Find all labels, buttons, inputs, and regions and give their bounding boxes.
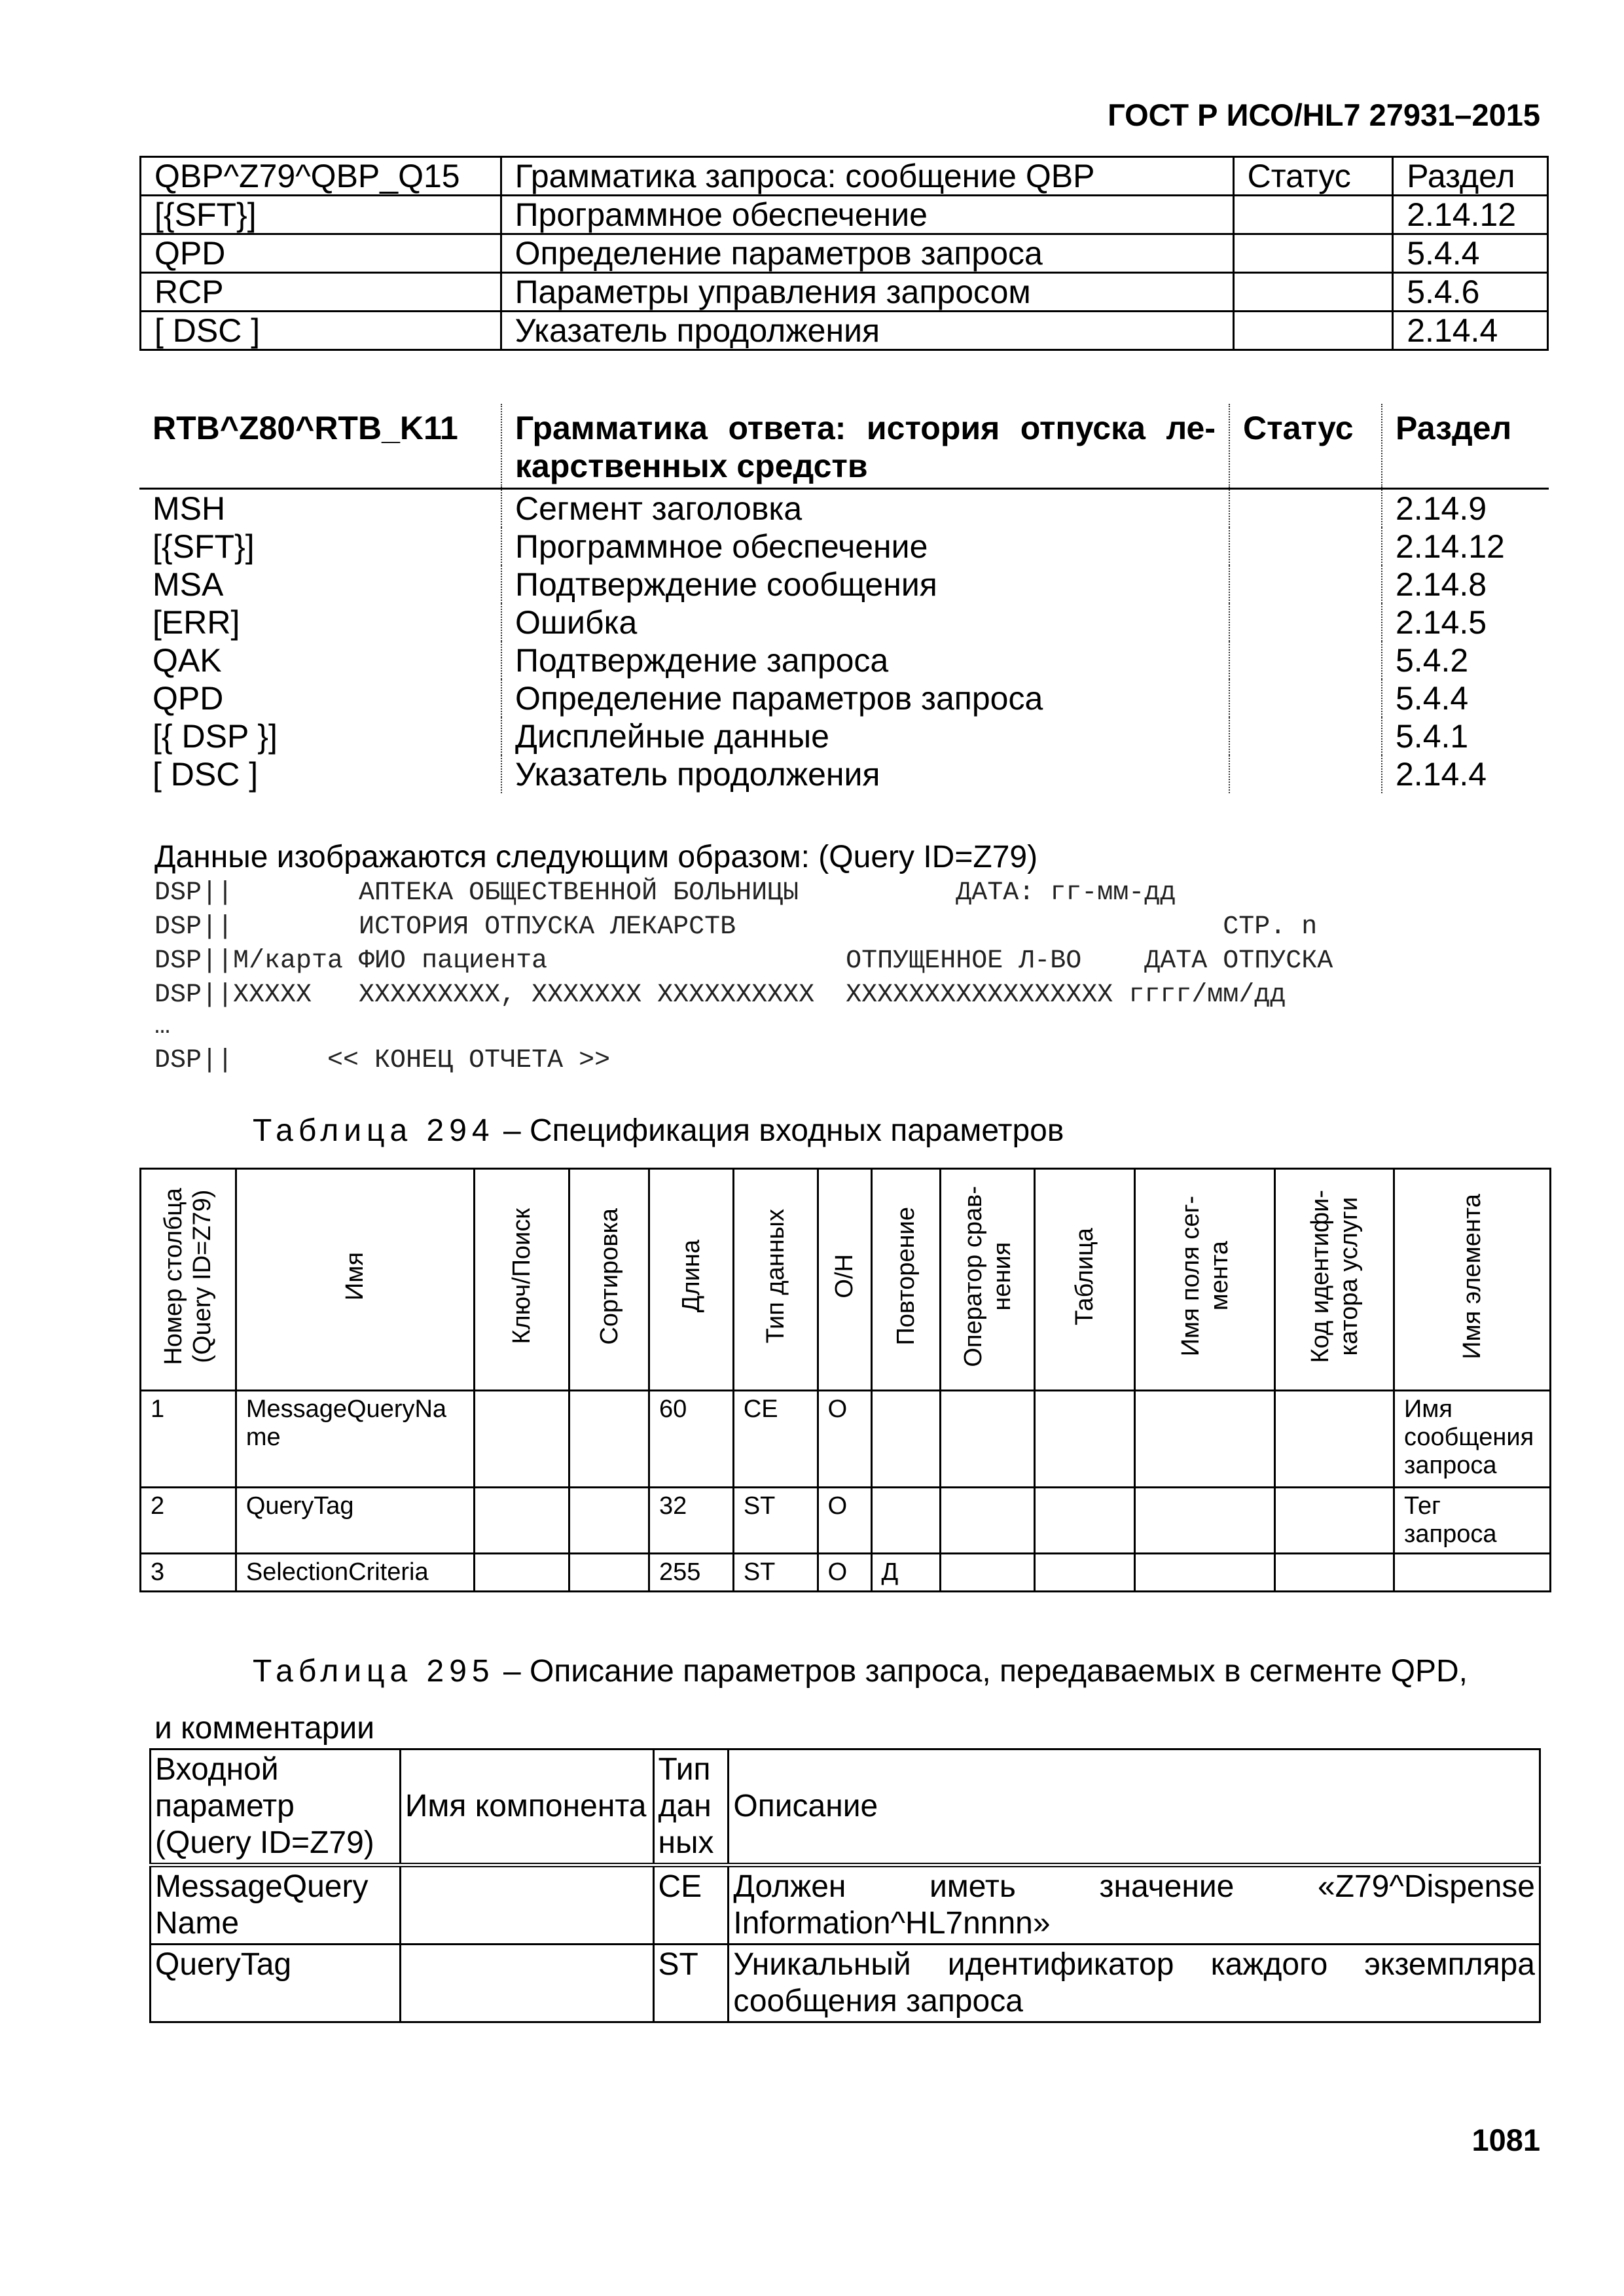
column-label: О/Н <box>831 1254 859 1299</box>
cell <box>1134 1391 1275 1488</box>
parameter-cell: MessageQuery Name <box>151 1865 401 1945</box>
cell <box>474 1554 569 1592</box>
section-cell: 5.4.2 <box>1382 641 1549 679</box>
description-cell: Программное обеспечение <box>501 196 1233 234</box>
cell: Имя сообщения запроса <box>1394 1391 1550 1488</box>
cell <box>1275 1391 1394 1488</box>
cell <box>474 1391 569 1488</box>
segment-cell: [ DSC ] <box>153 756 259 793</box>
section-cell: 2.14.9 <box>1382 489 1549 528</box>
column-label: Код идентифи- катора услуги <box>1306 1189 1363 1363</box>
cell <box>569 1488 649 1554</box>
section-cell: 2.14.12 <box>1382 528 1549 565</box>
caption-text: – Спецификация входных параметров <box>494 1113 1064 1148</box>
cell <box>941 1391 1035 1488</box>
header-cell <box>1035 1169 1135 1391</box>
cell: 255 <box>649 1554 733 1592</box>
header-cell: RTB^Z80^RTB_K11 <box>139 404 501 489</box>
status-cell <box>1229 641 1382 679</box>
cell: CE <box>733 1391 818 1488</box>
header-cell <box>501 404 1229 489</box>
cell <box>1275 1488 1394 1554</box>
caption-label: Таблица 294 <box>253 1113 495 1148</box>
column-label: Оператор срав- нения <box>959 1185 1016 1367</box>
cell <box>1035 1488 1135 1554</box>
display-line: DSP||XXXXX XXXXXXXXX, XXXXXXX XXXXXXXXXX XXXXXXXXXXXXXXXXX гггг/мм/дд <box>154 980 1286 1010</box>
input-parameters-spec-table <box>139 1168 1551 1592</box>
cell: 1 <box>141 1391 236 1488</box>
table-row <box>139 717 1549 755</box>
table-row <box>141 196 1548 234</box>
header-cell <box>569 1169 649 1391</box>
column-label: Таблица <box>1070 1227 1098 1325</box>
status-cell <box>1233 273 1393 312</box>
table-row <box>139 641 1549 679</box>
header-cell: Входной параметр (Query ID=Z79) <box>151 1749 401 1865</box>
section-cell: 5.4.1 <box>1382 717 1549 755</box>
header-cell <box>141 1169 236 1391</box>
display-ellipsis: … <box>154 1012 171 1041</box>
status-cell <box>1229 489 1382 528</box>
table-row <box>141 1554 1551 1592</box>
column-label: Тип данных <box>761 1209 789 1344</box>
status-cell <box>1233 312 1393 350</box>
table-row <box>139 565 1549 603</box>
header-cell: Описание <box>729 1749 1540 1865</box>
segment-cell: QPD <box>153 680 224 717</box>
header-line: карственных средств <box>515 448 868 484</box>
header-cell <box>818 1169 871 1391</box>
description-cell: Определение параметров запроса <box>501 679 1229 717</box>
cell <box>1035 1391 1135 1488</box>
table-295-caption-continuation: и комментарии <box>154 1711 375 1746</box>
status-cell <box>1229 717 1382 755</box>
description-cell: Подтверждение сообщения <box>501 565 1229 603</box>
segment-cell: [{SFT}] <box>141 196 501 234</box>
status-cell <box>1229 603 1382 641</box>
section-cell: 5.4.4 <box>1393 234 1548 273</box>
column-label: Повторение <box>892 1207 920 1346</box>
cell: 32 <box>649 1488 733 1554</box>
cell <box>871 1488 941 1554</box>
cell: 2 <box>141 1488 236 1554</box>
table-295-caption <box>253 1653 1468 1689</box>
display-intro-text: Данные изображаются следующим образом: (Query ID=Z79) <box>154 840 1038 874</box>
column-label: Длина <box>677 1240 705 1313</box>
datatype-cell: CE <box>653 1865 729 1945</box>
segment-cell: RCP <box>141 273 501 312</box>
page-number: 1081 <box>1471 2123 1540 2157</box>
component-cell <box>400 1945 653 2022</box>
display-line: DSP|| << КОНЕЦ ОТЧЕТА >> <box>154 1046 611 1075</box>
column-label: Имя поля сег- мента <box>1176 1196 1233 1357</box>
table-row <box>139 528 1549 565</box>
cell <box>474 1488 569 1554</box>
description-cell: Указатель продолжения <box>501 755 1229 793</box>
table-header-row <box>141 157 1548 196</box>
segment-cell: MSA <box>153 566 224 603</box>
header-cell <box>871 1169 941 1391</box>
qbp-grammar-table <box>139 156 1549 351</box>
segment-cell: MSH <box>153 490 226 527</box>
description-cell: Сегмент заголовка <box>501 489 1229 528</box>
segment-cell: [ DSC ] <box>141 312 501 350</box>
table-row <box>151 1945 1540 2022</box>
description-cell: Дисплейные данные <box>501 717 1229 755</box>
table-row <box>141 312 1548 350</box>
table-header-row <box>141 1169 1551 1391</box>
qpd-parameters-description-table <box>149 1748 1541 2023</box>
header-cell: Раздел <box>1393 157 1548 196</box>
table-header-row <box>151 1749 1540 1865</box>
cell <box>1275 1554 1394 1592</box>
segment-cell: QPD <box>141 234 501 273</box>
section-cell: 5.4.4 <box>1382 679 1549 717</box>
status-cell <box>1233 234 1393 273</box>
status-cell <box>1229 679 1382 717</box>
header-cell <box>236 1169 474 1391</box>
section-cell: 2.14.8 <box>1382 565 1549 603</box>
status-cell <box>1229 755 1382 793</box>
header-cell: Статус <box>1233 157 1393 196</box>
cell <box>941 1554 1035 1592</box>
cell: O <box>818 1488 871 1554</box>
status-cell <box>1229 528 1382 565</box>
header-cell: Статус <box>1229 404 1382 489</box>
cell <box>569 1391 649 1488</box>
table-row <box>141 1391 1551 1488</box>
cell <box>871 1391 941 1488</box>
rtb-grammar-table <box>139 404 1549 793</box>
header-line: Грамматика ответа: история отпуска ле- <box>515 410 1216 446</box>
segment-cell: [ERR] <box>153 604 240 641</box>
header-cell: Тип данных <box>653 1749 729 1865</box>
header-cell: Имя компонента <box>400 1749 653 1865</box>
description-cell: Подтверждение запроса <box>501 641 1229 679</box>
header-cell <box>733 1169 818 1391</box>
description-cell: Параметры управления запросом <box>501 273 1233 312</box>
table-row <box>139 489 1549 528</box>
table-row <box>139 603 1549 641</box>
section-cell: 2.14.4 <box>1393 312 1548 350</box>
display-line: DSP||М/карта ФИО пациента ОТПУЩЕННОЕ Л-ВО ДАТА ОТПУСКА <box>154 946 1333 976</box>
datatype-cell: ST <box>653 1945 729 2022</box>
cell <box>1394 1554 1550 1592</box>
document-standard-header: ГОСТ Р ИСО/HL7 27931–2015 <box>1108 98 1540 132</box>
caption-text: – Описание параметров запроса, передаваемых в сегменте QPD, <box>494 1654 1468 1689</box>
section-cell: 2.14.12 <box>1393 196 1548 234</box>
table-header-row <box>139 404 1549 489</box>
cell <box>941 1488 1035 1554</box>
table-row <box>139 679 1549 717</box>
cell: 60 <box>649 1391 733 1488</box>
segment-cell: [{SFT}] <box>153 528 255 565</box>
segment-cell: [{ DSP }] <box>153 718 278 755</box>
status-cell <box>1229 565 1382 603</box>
header-cell <box>1394 1169 1550 1391</box>
header-cell <box>474 1169 569 1391</box>
table-row <box>141 273 1548 312</box>
cell: 3 <box>141 1554 236 1592</box>
segment-cell: QAK <box>153 642 222 679</box>
header-cell: Раздел <box>1382 404 1549 489</box>
description-cell: Ошибка <box>501 603 1229 641</box>
cell: O <box>818 1554 871 1592</box>
table-row <box>141 1488 1551 1554</box>
description-cell: Уникальный идентификатор каждого экземпляра сообщения запроса <box>729 1945 1540 2022</box>
cell: O <box>818 1391 871 1488</box>
header-cell <box>941 1169 1035 1391</box>
cell <box>1035 1554 1135 1592</box>
cell <box>1134 1488 1275 1554</box>
caption-label: Таблица 295 <box>253 1654 495 1689</box>
cell: ST <box>733 1488 818 1554</box>
column-label: Ключ/Поиск <box>507 1208 535 1344</box>
component-cell <box>400 1865 653 1945</box>
section-cell: 5.4.6 <box>1393 273 1548 312</box>
table-row <box>139 755 1549 793</box>
cell: Тег запроса <box>1394 1488 1550 1554</box>
section-cell: 2.14.5 <box>1382 603 1549 641</box>
description-cell: Должен иметь значение «Z79^Dispense Information^HL7nnnn» <box>729 1865 1540 1945</box>
cell: QueryTag <box>236 1488 474 1554</box>
column-label: Имя элемента <box>1458 1193 1486 1359</box>
cell <box>569 1554 649 1592</box>
description-cell: Программное обеспечение <box>501 528 1229 565</box>
description-cell: Определение параметров запроса <box>501 234 1233 273</box>
column-label: Сортировка <box>595 1208 623 1345</box>
header-cell: QBP^Z79^QBP_Q15 <box>141 157 501 196</box>
section-cell: 2.14.4 <box>1382 755 1549 793</box>
parameter-cell: QueryTag <box>151 1945 401 2022</box>
table-row <box>141 234 1548 273</box>
column-label: Номер столбца (Query ID=Z79) <box>160 1187 217 1365</box>
cell: Д <box>871 1554 941 1592</box>
header-cell <box>1134 1169 1275 1391</box>
cell: SelectionCriteria <box>236 1554 474 1592</box>
header-cell: Грамматика запроса: сообщение QBP <box>501 157 1233 196</box>
display-line: DSP|| ИСТОРИЯ ОТПУСКА ЛЕКАРСТВ СТР. n <box>154 912 1318 942</box>
cell: MessageQueryName <box>236 1391 474 1488</box>
header-cell <box>1275 1169 1394 1391</box>
status-cell <box>1233 196 1393 234</box>
table-row <box>151 1865 1540 1945</box>
description-cell: Указатель продолжения <box>501 312 1233 350</box>
column-label: Имя <box>341 1251 369 1300</box>
header-cell <box>649 1169 733 1391</box>
cell <box>1134 1554 1275 1592</box>
display-line: DSP|| АПТЕКА ОБЩЕСТВЕННОЙ БОЛЬНИЦЫ ДАТА: гг-мм-дд <box>154 878 1176 908</box>
cell: ST <box>733 1554 818 1592</box>
table-294-caption <box>253 1113 1064 1149</box>
